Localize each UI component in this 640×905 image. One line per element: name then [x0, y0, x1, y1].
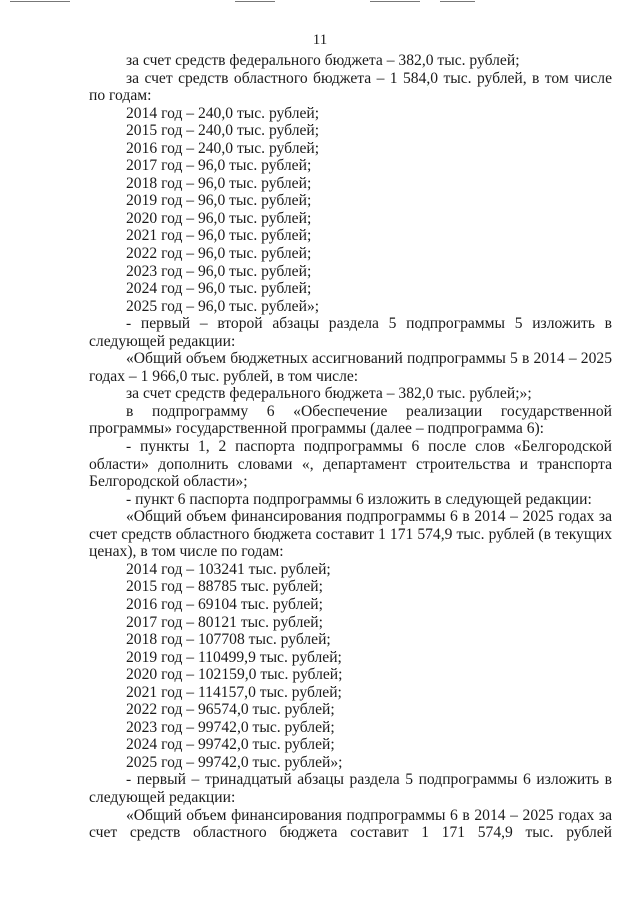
paragraph: за счет средств федерального бюджета – 382,0 тыс. рублей; — [126, 52, 520, 69]
list-line: 2019 год – 96,0 тыс. рублей; — [126, 192, 312, 210]
paragraph: за счет средств федерального бюджета – 382,0 тыс. рублей;»; — [126, 385, 532, 403]
list-line: 2022 год – 96,0 тыс. рублей; — [126, 245, 312, 263]
list-line: 2015 год – 88785 тыс. рублей; — [126, 578, 323, 596]
paragraph: в подпрограмму 6 «Обеспечение реализации государственной программы» государственной программы (далее – подпрограмма 6): — [89, 402, 612, 438]
list-line: 2022 год – 96574,0 тыс. рублей; — [126, 701, 335, 719]
paragraph: - первый – второй абзацы раздела 5 подпрограммы 5 изложить в следующей редакции: — [89, 315, 612, 350]
list-line: 2015 год – 240,0 тыс. рублей; — [126, 122, 320, 140]
paragraph: «Общий объем финансирования подпрограммы 6 в 2014 – 2025 годах за счет средств областного бюджета составит 1 171 574,9 тыс. рублей (в текущих ценах), в том числе по годам: — [89, 508, 612, 561]
paragraph: - пункты 1, 2 паспорта подпрограммы 6 после слов «Белгородской области» дополнить словами «, департамент строительства и транспорта Белгородской области»; — [89, 438, 612, 491]
paragraph: за счет средств областного бюджета – 1 584,0 тыс. рублей, в том числе по годам: — [89, 69, 612, 105]
list-line: 2024 год – 99742,0 тыс. рублей; — [126, 736, 335, 754]
list-line: 2014 год – 240,0 тыс. рублей; — [126, 104, 320, 122]
list-line: 2020 год – 96,0 тыс. рублей; — [126, 209, 312, 227]
paragraph: - первый – тринадцатый абзацы раздела 5 подпрограммы 6 изложить в следующей редакции: — [89, 771, 612, 806]
list-line: 2017 год – 96,0 тыс. рублей; — [126, 157, 312, 175]
list-line: 2024 год – 96,0 тыс. рублей; — [126, 280, 312, 298]
list-line: 2023 год – 99742,0 тыс. рублей; — [126, 718, 335, 736]
paragraph: - пункт 6 паспорта подпрограммы 6 изложить в следующей редакции: — [126, 490, 592, 508]
list-line: 2019 год – 110499,9 тыс. рублей; — [126, 648, 342, 666]
list-line: 2016 год – 69104 тыс. рублей; — [126, 595, 323, 613]
list-line: 2018 год – 107708 тыс. рублей; — [126, 631, 331, 649]
document-body — [89, 52, 612, 842]
list-line: 2021 год – 96,0 тыс. рублей; — [126, 227, 312, 245]
scan-edge-marks — [0, 0, 640, 6]
list-line: 2020 год – 102159,0 тыс. рублей; — [126, 666, 343, 684]
list-line: 2017 год – 80121 тыс. рублей; — [126, 613, 323, 631]
list-line: 2023 год – 96,0 тыс. рублей; — [126, 262, 312, 280]
list-line: 2025 год – 99742,0 тыс. рублей»; — [126, 753, 343, 771]
list-line: 2018 год – 96,0 тыс. рублей; — [126, 174, 312, 192]
list-line: 2025 год – 96,0 тыс. рублей»; — [126, 297, 320, 315]
list-line: 2021 год – 114157,0 тыс. рублей; — [126, 683, 342, 701]
list-line: 2014 год – 103241 тыс. рублей; — [126, 560, 331, 578]
paragraph: «Общий объем бюджетных ассигнований подпрограммы 5 в 2014 – 2025 годах – 1 966,0 тыс. рублей, в том числе: — [89, 350, 612, 385]
page-number: 11 — [312, 32, 328, 48]
paragraph: «Общий объем финансирования подпрограммы 6 в 2014 – 2025 годах за счет средств областного бюджета составит 1 171 574,9 тыс. рублей — [89, 806, 612, 842]
list-line: 2016 год – 240,0 тыс. рублей; — [126, 139, 320, 157]
